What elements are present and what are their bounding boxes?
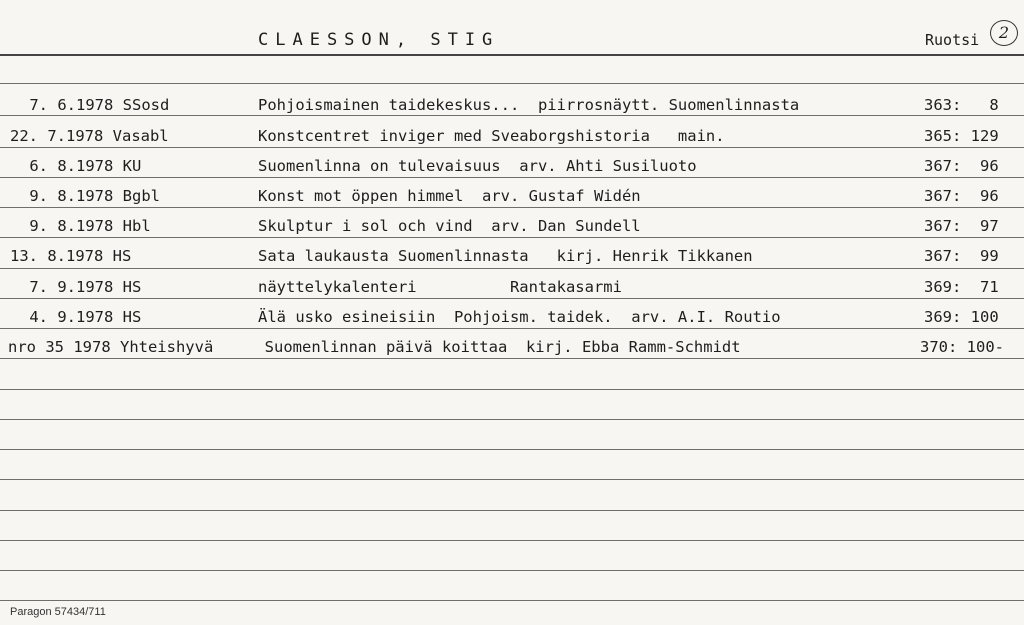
entry-row <box>0 211 1024 241</box>
entry-reference: 367: 99 <box>924 247 999 265</box>
ruled-line <box>0 479 1024 480</box>
entry-row <box>0 241 1024 271</box>
entry-title: Konstcentret inviger med Sveaborgshistoria main. <box>258 127 725 145</box>
card-number-circle: 2 <box>990 20 1018 46</box>
entry-date-source: 9. 8.1978 Bgbl <box>20 187 160 205</box>
ruled-line <box>0 449 1024 450</box>
card-country: Ruotsi <box>925 31 980 49</box>
entry-reference: 365: 129 <box>924 127 999 145</box>
header-rule <box>0 54 1024 56</box>
entry-reference: 367: 96 <box>924 157 999 175</box>
print-code: Paragon 57434/711 <box>10 606 106 618</box>
entry-reference: 363: 8 <box>924 96 999 114</box>
entry-title: Pohjoismainen taidekeskus... piirrosnäytt. Suomenlinnasta <box>258 96 800 114</box>
entry-reference: 370: 100- <box>920 338 1004 356</box>
ruled-line <box>0 83 1024 84</box>
ruled-line <box>0 540 1024 541</box>
ruled-line <box>0 510 1024 511</box>
entry-title: Suomenlinna on tulevaisuus arv. Ahti Susiluoto <box>258 157 697 175</box>
entry-title: Skulptur i sol och vind arv. Dan Sundell <box>258 217 641 235</box>
entry-date-source: 22. 7.1978 Vasabl <box>10 127 169 145</box>
ruled-line <box>0 570 1024 571</box>
ruled-line <box>0 419 1024 420</box>
entry-date-source: 6. 8.1978 KU <box>20 157 142 175</box>
entry-title: Sata laukausta Suomenlinnasta kirj. Henrik Tikkanen <box>258 247 753 265</box>
entry-date-source: 9. 8.1978 Hbl <box>20 217 151 235</box>
entry-row <box>0 272 1024 302</box>
entry-title: Suomenlinnan päivä koittaa kirj. Ebba Ramm-Schmidt <box>246 338 741 356</box>
entry-date-source: 4. 9.1978 HS <box>20 308 142 326</box>
ruled-line <box>0 600 1024 601</box>
entry-date-source: nro 35 1978 Yhteishyvä <box>8 338 214 356</box>
entry-row <box>0 181 1024 211</box>
entry-title: Konst mot öppen himmel arv. Gustaf Widén <box>258 187 641 205</box>
card-title-name: CLAESSON, STIG <box>258 30 500 50</box>
entry-reference: 367: 96 <box>924 187 999 205</box>
entry-date-source: 7. 9.1978 HS <box>20 278 142 296</box>
entry-row <box>0 121 1024 151</box>
entry-reference: 367: 97 <box>924 217 999 235</box>
entry-title: Älä usko esineisiin Pohjoism. taidek. arv. A.I. Routio <box>258 308 781 326</box>
ruled-line <box>0 389 1024 390</box>
entry-row <box>0 151 1024 181</box>
entry-row <box>0 302 1024 332</box>
entry-row <box>0 90 1024 120</box>
entry-row <box>0 332 1024 362</box>
entry-date-source: 7. 6.1978 SSosd <box>20 96 170 114</box>
entry-reference: 369: 100 <box>924 308 999 326</box>
entry-title: näyttelykalenteri Rantakasarmi <box>258 278 622 296</box>
entry-date-source: 13. 8.1978 HS <box>10 247 132 265</box>
entry-reference: 369: 71 <box>924 278 999 296</box>
